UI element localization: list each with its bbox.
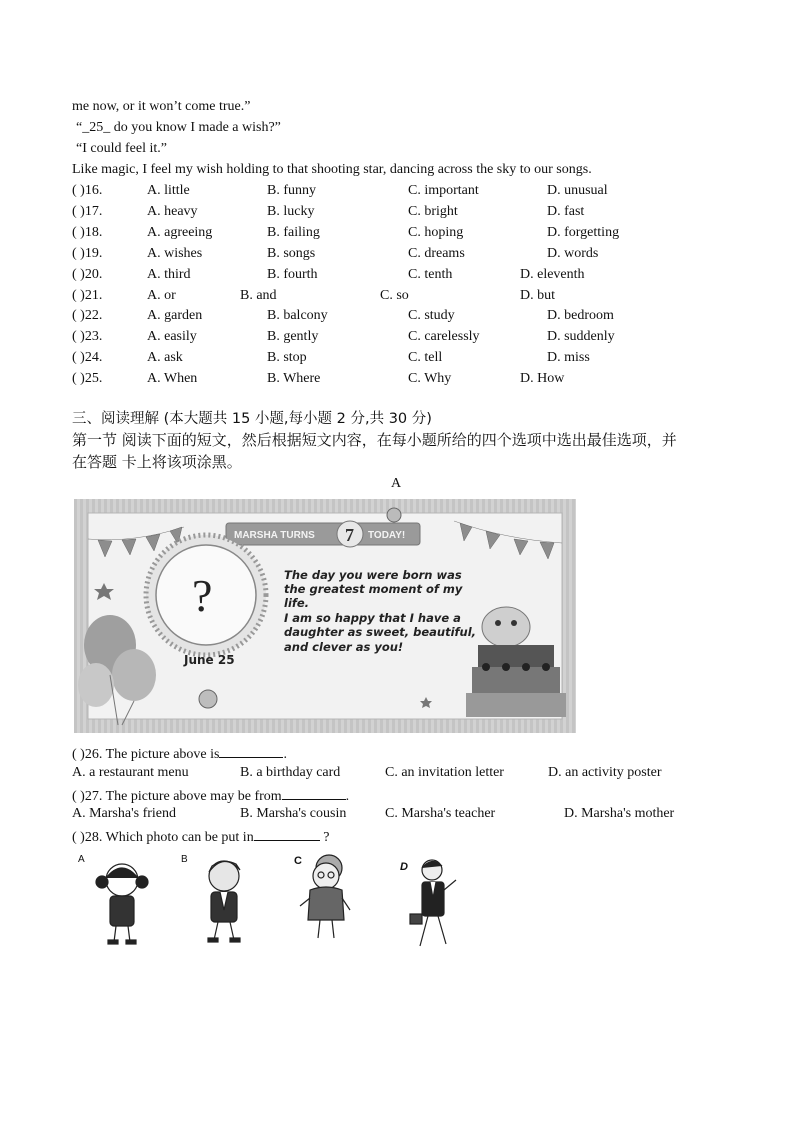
question-number: ( )24. — [72, 350, 103, 366]
passage-line-2: “_25_ do you know I made a wish?” — [76, 120, 281, 135]
option-a: A. garden — [147, 308, 203, 324]
businessman-figure-icon — [410, 860, 456, 946]
cloze-question-18 — [72, 224, 732, 242]
question-28-text: ( )28. Which photo can be put in — [72, 830, 254, 845]
option-b: B. failing — [267, 224, 320, 240]
question-26-text: ( )26. The picture above is — [72, 747, 220, 762]
boy-figure-icon — [208, 861, 240, 942]
option-c: C. tenth — [408, 266, 453, 282]
option-d: D. but — [520, 287, 555, 303]
option-b: B. lucky — [267, 203, 315, 219]
message-line-3: life. — [284, 596, 310, 610]
option-a: A. heavy — [147, 203, 198, 219]
grandmother-figure-icon — [300, 855, 350, 938]
question-26-end: . — [283, 747, 287, 762]
girl-figure-icon — [96, 864, 148, 944]
option-c: C. carelessly — [408, 329, 480, 345]
q26-option-c: C. an invitation letter — [385, 765, 504, 780]
option-c: C. important — [408, 183, 479, 198]
message-line-5: daughter as sweet, beautiful, — [284, 625, 477, 639]
q27-option-b: B. Marsha's cousin — [240, 806, 347, 821]
option-b: B. gently — [267, 329, 319, 345]
option-a: A. easily — [147, 329, 197, 345]
question-27-options — [72, 805, 732, 823]
message-line-1: The day you were born was — [284, 568, 462, 582]
passage-line-1: me now, or it won’t come true.” — [72, 99, 251, 114]
photo-label-d: D — [400, 861, 408, 873]
photo-options — [74, 850, 474, 956]
cloze-question-24 — [72, 349, 732, 367]
photo-label-c: C — [294, 855, 302, 867]
cloze-question-22 — [72, 307, 732, 325]
option-b: B. and — [240, 287, 277, 303]
q26-option-a: A. a restaurant menu — [72, 765, 189, 780]
option-c: C. dreams — [408, 245, 465, 261]
q26-option-b: B. a birthday card — [240, 765, 341, 780]
option-b: B. stop — [267, 350, 307, 366]
photo-label-a: A — [78, 854, 85, 865]
passage-label: A — [391, 476, 402, 491]
section-instruction-line-1: 第一节 阅读下面的短文，然后根据短文内容，在每小题所给的四个选项中选出最佳选项，并 — [72, 431, 677, 449]
option-c: C. so — [380, 287, 409, 303]
question-27-stem — [72, 785, 349, 806]
option-c: C. Why — [408, 371, 452, 387]
option-a: A. wishes — [147, 245, 203, 261]
option-a: A. third — [147, 266, 191, 282]
cloze-question-17 — [72, 203, 732, 221]
section-heading: 三、阅读理解 (本大题共 15 小题,每小题 2 分,共 30 分) — [72, 411, 432, 427]
option-c: C. tell — [408, 350, 443, 366]
cloze-question-20 — [72, 266, 732, 284]
birth-date: June 25 — [184, 653, 235, 667]
option-b: B. fourth — [267, 266, 318, 282]
option-b: B. funny — [267, 183, 316, 198]
question-28-stem — [72, 826, 329, 847]
message-line-4: I am so happy that I have a — [284, 611, 461, 625]
option-b: B. songs — [267, 245, 316, 261]
question-number: ( )19. — [72, 245, 103, 261]
option-b: B. balcony — [267, 308, 328, 324]
option-a: A. agreeing — [147, 224, 213, 240]
banner-text: MARSHA TURNS — [234, 530, 315, 541]
option-d: D. unusual — [547, 183, 608, 198]
option-a: A. or — [147, 287, 176, 303]
cloze-question-16 — [72, 182, 732, 200]
option-a: A. When — [147, 371, 198, 387]
answer-blank — [282, 785, 346, 800]
q27-option-d: D. Marsha's mother — [564, 806, 675, 821]
swirl-candy-icon — [199, 690, 217, 708]
option-c: C. study — [408, 308, 455, 324]
question-27-end: . — [345, 789, 350, 804]
option-d: D. eleventh — [520, 266, 585, 282]
question-number: ( )17. — [72, 203, 103, 219]
question-number: ( )18. — [72, 224, 103, 240]
option-d: D. forgetting — [547, 224, 620, 240]
question-number: ( )20. — [72, 266, 103, 282]
answer-blank — [219, 743, 283, 758]
q27-option-c: C. Marsha's teacher — [385, 806, 496, 821]
answer-blank — [254, 826, 320, 841]
cloze-question-19 — [72, 245, 732, 263]
option-c: C. hoping — [408, 224, 464, 240]
section-instruction-line-2: 在答题 卡上将该项涂黑。 — [72, 453, 242, 471]
question-number: ( )23. — [72, 329, 103, 345]
option-a: A. little — [147, 183, 190, 198]
option-b: B. Where — [267, 371, 321, 387]
cloze-question-23 — [72, 328, 732, 346]
option-c: C. bright — [408, 203, 458, 219]
cloze-question-25 — [72, 370, 732, 388]
birthday-card-image — [74, 499, 576, 733]
option-a: A. ask — [147, 350, 183, 366]
option-d: D. bedroom — [547, 308, 614, 324]
option-d: D. suddenly — [547, 329, 615, 345]
passage-line-3: “I could feel it.” — [76, 141, 167, 156]
question-mark: ? — [192, 570, 213, 621]
option-d: D. miss — [547, 350, 590, 366]
question-number: ( )21. — [72, 287, 103, 303]
question-26-options — [72, 764, 732, 782]
question-27-text: ( )27. The picture above may be from — [72, 789, 282, 804]
message-line-2: the greatest moment of my — [284, 582, 463, 596]
question-number: ( )22. — [72, 308, 103, 324]
question-number: ( )25. — [72, 371, 103, 387]
question-28-end: ? — [319, 830, 330, 845]
lollipop-icon — [387, 508, 401, 522]
q26-option-d: D. an activity poster — [548, 765, 662, 780]
option-d: D. How — [520, 371, 565, 387]
question-26-stem — [72, 743, 287, 764]
photo-label-b: B — [181, 854, 188, 865]
q27-option-a: A. Marsha's friend — [72, 806, 176, 821]
message-line-6: and clever as you! — [284, 640, 404, 654]
option-d: D. words — [547, 245, 599, 261]
option-d: D. fast — [547, 203, 585, 219]
cloze-question-21 — [72, 287, 732, 305]
question-number: ( )16. — [72, 183, 103, 198]
today-text: TODAY! — [368, 530, 406, 541]
age-number: 7 — [345, 525, 354, 545]
passage-line-4: Like magic, I feel my wish holding to that shooting star, dancing across the sky to our songs. — [72, 162, 592, 177]
